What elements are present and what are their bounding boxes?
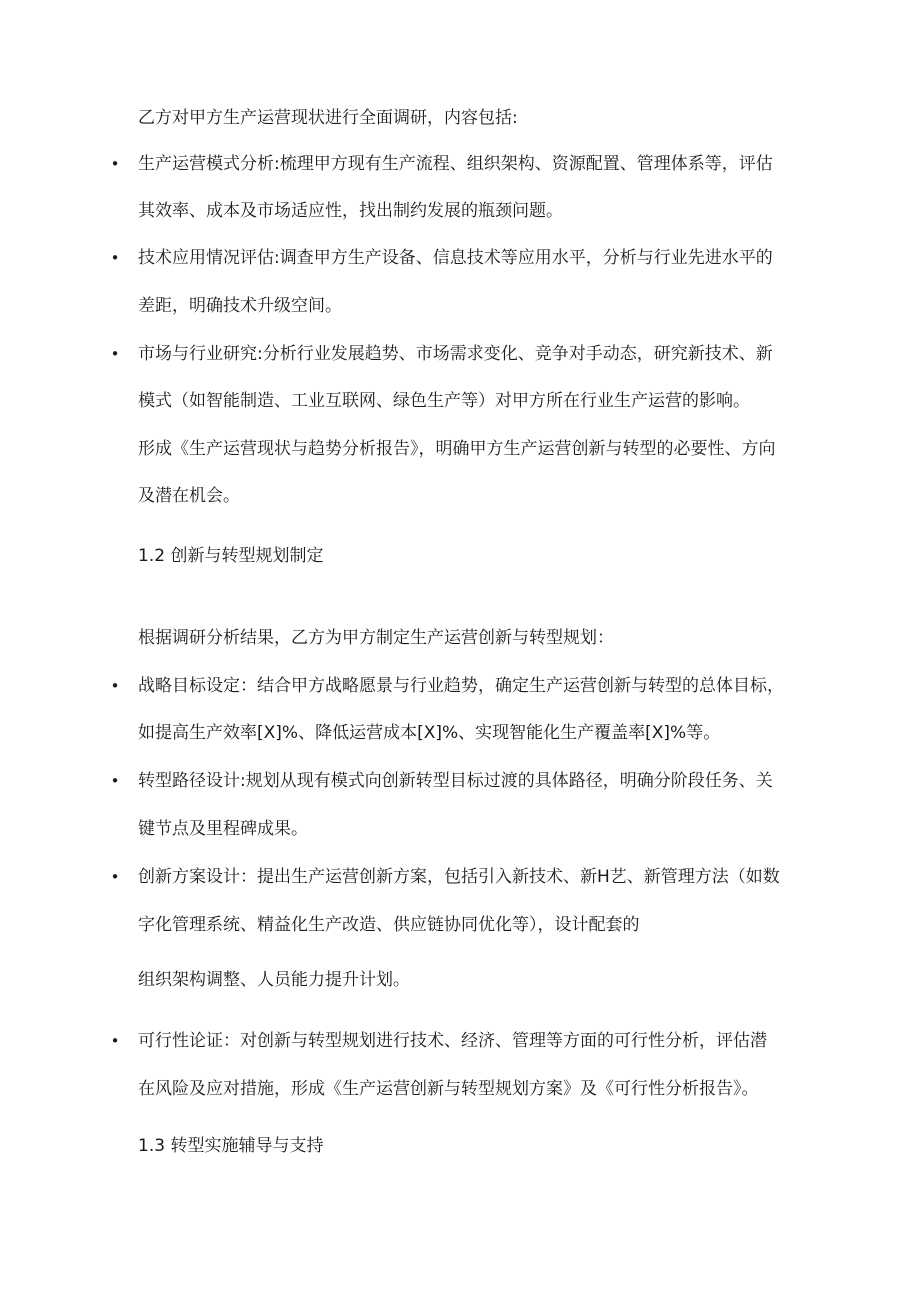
list-item-line: 差距，明确技术升级空间。 <box>138 296 342 316</box>
bullet-marker: • <box>110 345 120 363</box>
list-item-line: 可行性论证：对创新与转型规划进行技术、经济、管理等方面的可行性分析，评估潜 <box>138 1031 767 1051</box>
list-item-line: 键节点及里程碑成果。 <box>138 819 308 839</box>
bullet-marker: • <box>110 1032 120 1050</box>
list-item-line: 字化管理系统、精益化生产改造、供应链协同优化等），设计配套的 <box>138 915 640 935</box>
list-item-line: 如提高生产效率[X]%、降低运营成本[X]%、实现智能化生产覆盖率[X]%等。 <box>138 723 721 743</box>
list-item-line: 组织架构调整、人员能力提升计划。 <box>138 970 410 990</box>
list-item-line: 技术应用情况评估:调查甲方生产设备、信息技术等应用水平，分析与行业先进水平的 <box>138 248 773 268</box>
list-item-line: 战略目标设定：结合甲方战略愿景与行业趋势，确定生产运营创新与转型的总体目标， <box>138 676 784 696</box>
intro-paragraph-1-2: 根据调研分析结果，乙方为甲方制定生产运营创新与转型规划： <box>138 628 614 648</box>
summary-paragraph-line: 及潜在机会。 <box>138 486 240 506</box>
bullet-marker: • <box>110 155 120 173</box>
list-item-line: 生产运营模式分析:梳理甲方现有生产流程、组织架构、资源配置、管理体系等，评估 <box>138 154 773 174</box>
bullet-marker: • <box>110 772 120 790</box>
summary-paragraph-line: 形成《生产运营现状与趋势分析报告》，明确甲方生产运营创新与转型的必要性、方向 <box>138 439 776 459</box>
bullet-marker: • <box>110 868 120 886</box>
list-item-line: 创新方案设计：提出生产运营创新方案，包括引入新技术、新H艺、新管理方法（如数 <box>138 867 780 887</box>
bullet-marker: • <box>110 249 120 267</box>
section-heading-1-3: 1.3 转型实施辅导与支持 <box>138 1136 324 1156</box>
bullet-marker: • <box>110 677 120 695</box>
list-item-line: 在风险及应对措施，形成《生产运营创新与转型规划方案》及《可行性分析报告》。 <box>138 1079 759 1099</box>
list-item-line: 模式（如智能制造、工业互联网、绿色生产等）对甲方所在行业生产运营的影响。 <box>138 391 750 411</box>
list-item-line: 市场与行业研究:分析行业发展趋势、市场需求变化、竞争对手动态，研究新技术、新 <box>138 344 773 364</box>
section-heading-1-2: 1.2 创新与转型规划制定 <box>138 546 324 566</box>
intro-paragraph: 乙方对甲方生产运营现状进行全面调研，内容包括: <box>138 108 518 128</box>
list-item-line: 转型路径设计:规划从现有模式向创新转型目标过渡的具体路径，明确分阶段任务、关 <box>138 771 773 791</box>
list-item-line: 其效率、成本及市场适应性，找出制约发展的瓶颈问题。 <box>138 201 563 221</box>
